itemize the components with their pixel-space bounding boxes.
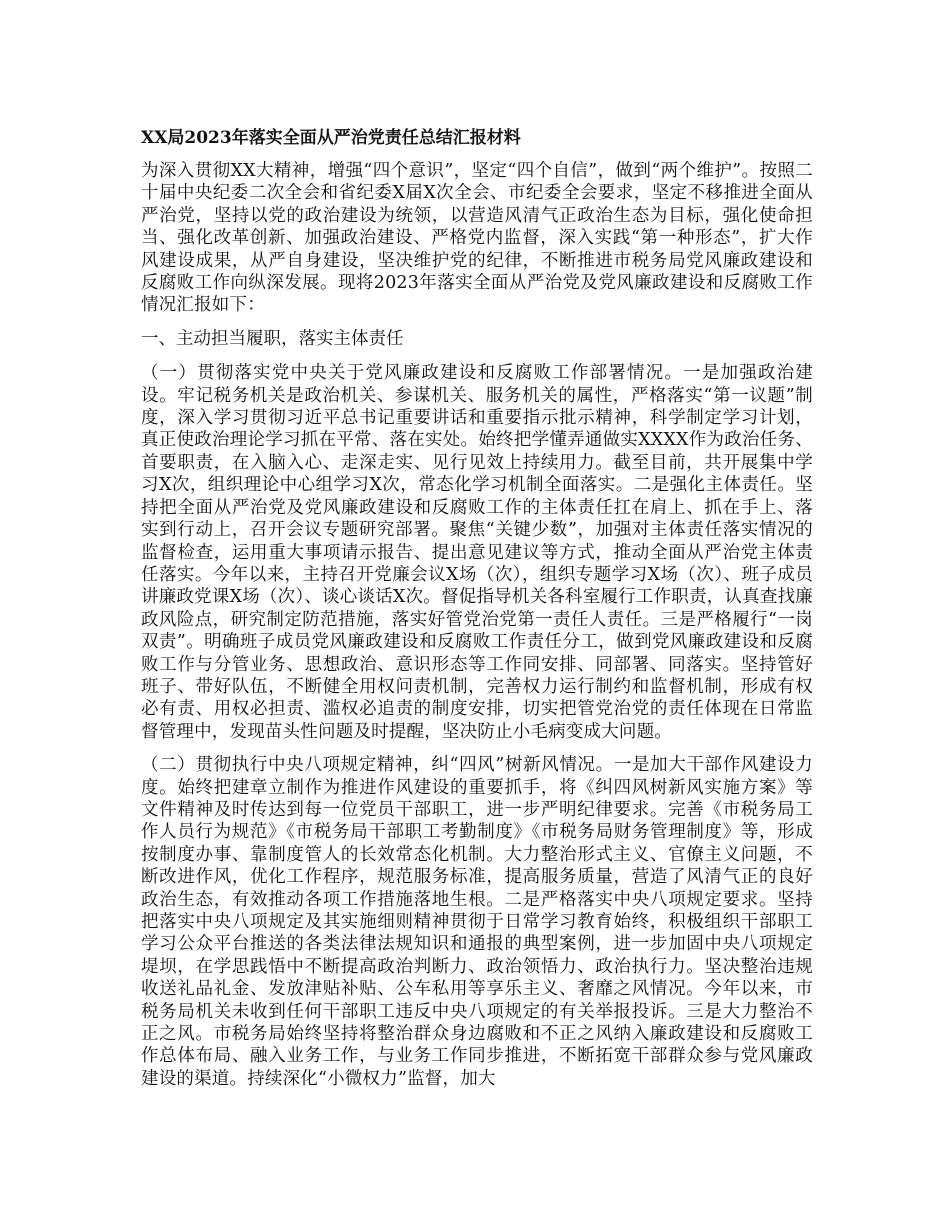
- body-paragraph-1: （一）贯彻落实党中央关于党风廉政建设和反腐败工作部署情况。一是加强政治建设。牢记税务机关是政治机关、参谋机关、服务机关的属性，严格落实“第一议题”制度，深入学习贯彻习近平总书记重要讲话和重要指示批示精神，科学制定学习计划，真正使政治理论学习抓在平常、落在实处。始终把学懂弄通做实XXXX作为政治任务、首要职责，在入脑入心、走深走实、见行见效上持续用力。截至目前，共开展集中学习X次，组织理论中心组学习X次，常态化学习机制全面落实。二是强化主体责任。坚持把全面从严治党及党风廉政建设和反腐败工作的主体责任扛在肩上、抓在手上、落实到行动上，召开会议专题研究部署。聚焦“关键少数”，加强对主体责任落实情况的监督检查，运用重大事项请示报告、提出意见建议等方式，推动全面从严治党主体责任落实。今年以来，主持召开党廉会议X场（次），组织专题学习X场（次）、班子成员讲廉政党课X场（次）、谈心谈话X次。督促指导机关各科室履行工作职责，认真查找廉政风险点，研究制定防范措施，落实好管党治党第一责任人责任。三是严格履行“一岗双责”。明确班子成员党风廉政建设和反腐败工作责任分工，做到党风廉政建设和反腐败工作与分管业务、思想政治、意识形态等工作同安排、同部署、同落实。坚持管好班子、带好队伍，不断健全用权问责机制，完善权力运行制约和监督机制，形成有权必有责、用权必担责、滥权必追责的制度安排，切实把管党治党的责任体现在日常监督管理中，发现苗头性问题及时提醒，坚决防止小毛病变成大问题。: [141, 363, 813, 742]
- intro-paragraph: 为深入贯彻XX大精神，增强“四个意识”，坚定“四个自信”，做到“两个维护”。按照二十届中央纪委二次全会和省纪委X届X次全会、市纪委全会要求，坚定不移推进全面从严治党，坚持以党的政治建设为统领，以营造风清气正政治生态为目标，强化使命担当、强化改革创新、加强政治建设、严格党内监督，深入实践“第一种形态”，扩大作风建设成果，从严自身建设，坚决维护党的纪律，不断推进市税务局党风廉政建设和反腐败工作向纵深发展。现将2023年落实全面从严治党及党风廉政建设和反腐败工作情况汇报如下：: [141, 161, 813, 316]
- body-paragraph-2: （二）贯彻执行中央八项规定精神，纠“四风”树新风情况。一是加大干部作风建设力度。始终把建章立制作为推进作风建设的重要抓手，将《纠四风树新风实施方案》等文件精神及时传达到每一位党员干部职工，进一步严明纪律要求。完善《市税务局工作人员行为规范》《市税务局干部职工考勤制度》《市税务局财务管理制度》等，形成按制度办事、靠制度管人的长效常态化机制。大力整治形式主义、官僚主义问题，不断改进作风，优化工作程序，规范服务标准，提高服务质量，营造了风清气正的良好政治生态，有效推动各项工作措施落地生根。二是严格落实中央八项规定要求。坚持把落实中央八项规定及其实施细则精神贯彻于日常学习教育始终，积极组织干部职工学习公众平台推送的各类法律法规知识和通报的典型案例，进一步加固中央八项规定堤坝，在学思践悟中不断提高政治判断力、政治领悟力、政治执行力。坚决整治违规收送礼品礼金、发放津贴补贴、公车私用等享乐主义、奢靡之风情况。今年以来，市税务局机关未收到任何干部职工违反中央八项规定的有关举报投诉。三是大力整治不正之风。市税务局始终坚持将整治群众身边腐败和不正之风纳入廉政建设和反腐败工作总体布局、融入业务工作，与业务工作同步推进，不断拓宽干部群众参与党风廉政建设的渠道。持续深化“小微权力”监督，加大: [141, 755, 813, 1089]
- document-title: XX局2023年落实全面从严治党责任总结汇报材料: [141, 128, 521, 148]
- document-page: [141, 126, 813, 1101]
- section-heading: 一、主动担当履职，落实主体责任: [141, 328, 404, 349]
